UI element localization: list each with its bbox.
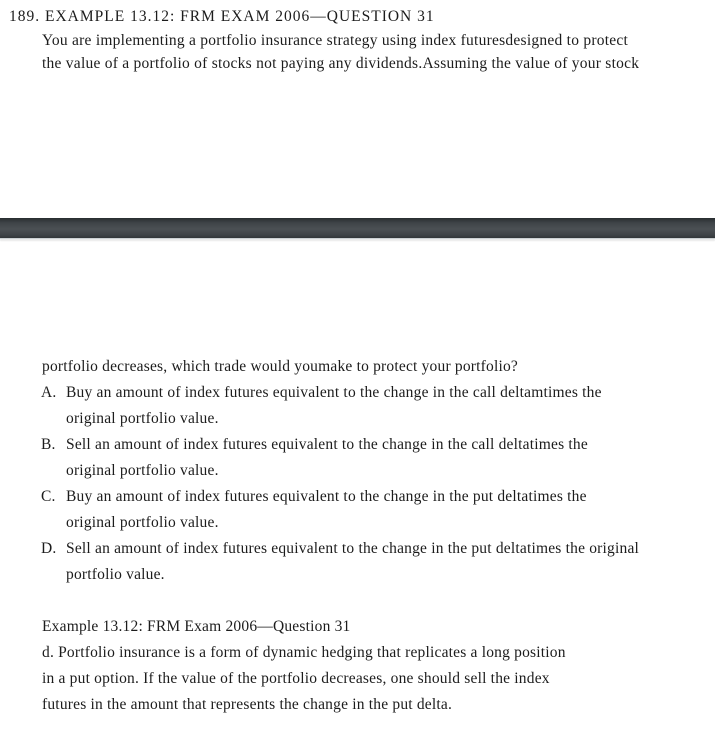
option-letter: A. (41, 384, 57, 401)
blank-line-spacer (0, 588, 715, 614)
page-break-divider (0, 218, 715, 239)
question-continuation-line: portfolio decreases, which trade would youmake to protect your portfolio? (42, 358, 519, 375)
option-letter: B. (41, 436, 56, 453)
option-letter: D. (41, 540, 57, 557)
option-text: Buy an amount of index futures equivalent to the change in the call deltamtimes the (66, 384, 602, 401)
option-row-b (0, 432, 715, 458)
question-intro-line: You are implementing a portfolio insurance strategy using index futuresdesigned to protect (42, 31, 629, 49)
option-text: Sell an amount of index futures equivalent to the change in the call deltatimes the (66, 436, 588, 453)
option-row-a (0, 380, 715, 406)
option-continuation-line: original portfolio value. (66, 514, 219, 531)
question-header-block (0, 5, 715, 76)
option-continuation-line: portfolio value. (66, 566, 165, 583)
answer-line: d. Portfolio insurance is a form of dynamic hedging that replicates a long position (42, 644, 566, 661)
question-number-heading: 189. EXAMPLE 13.12: FRM EXAM 2006—QUESTION 31 (9, 8, 435, 25)
answer-title: Example 13.12: FRM Exam 2006—Question 31 (42, 618, 351, 635)
option-continuation-line: original portfolio value. (66, 462, 219, 479)
answer-line: futures in the amount that represents the change in the put delta. (42, 696, 453, 713)
question-intro-line: the value of a portfolio of stocks not paying any dividends.Assuming the value of your stock (42, 55, 640, 72)
option-text: Sell an amount of index futures equivalent to the change in the put deltatimes the original (66, 540, 640, 557)
option-continuation-line: original portfolio value. (66, 410, 219, 427)
question-body-block (0, 354, 715, 718)
option-text: Buy an amount of index futures equivalent to the change in the put deltatimes the (66, 488, 587, 505)
answer-line: in a put option. If the value of the portfolio decreases, one should sell the index (42, 670, 550, 687)
option-letter: C. (41, 488, 56, 505)
option-row-d (0, 536, 715, 562)
option-row-c (0, 484, 715, 510)
